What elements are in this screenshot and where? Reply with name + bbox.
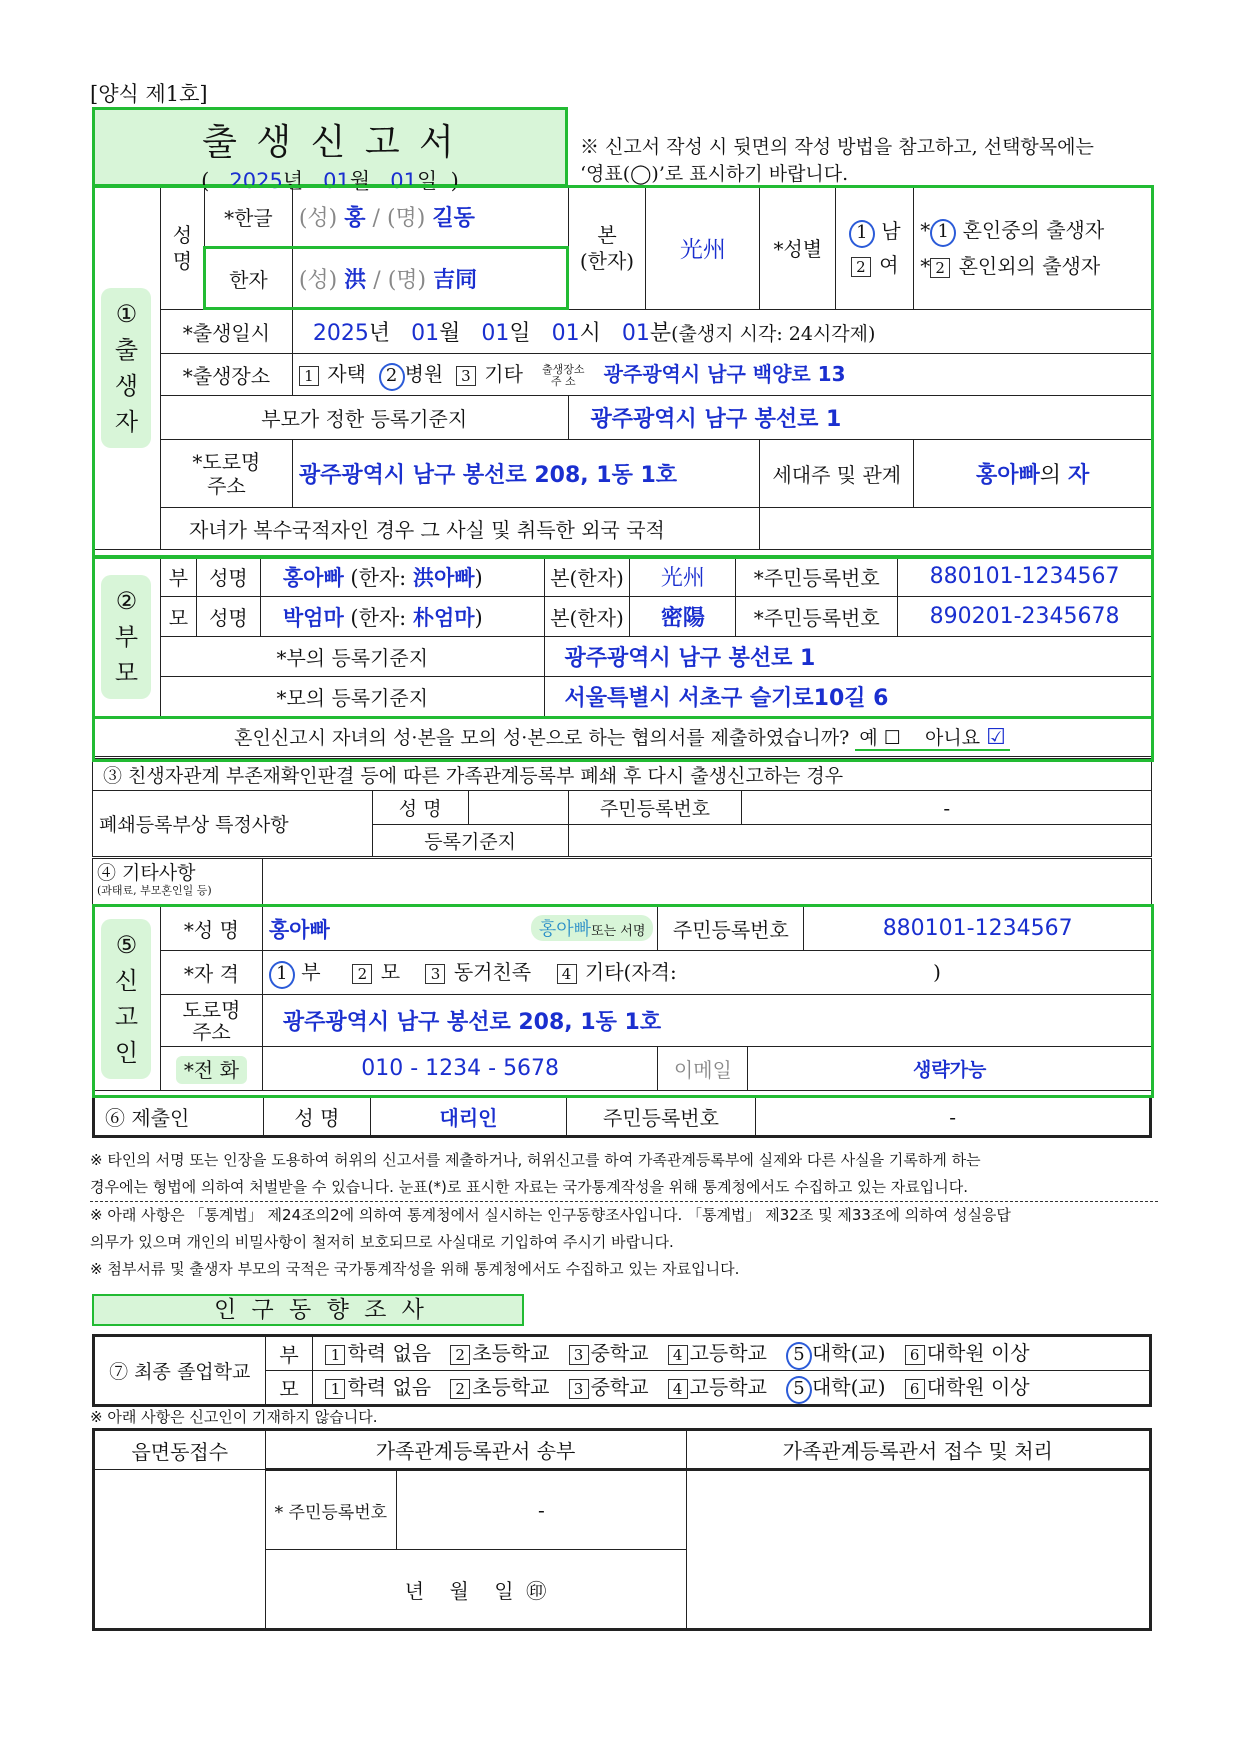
mother-edu-college-selected[interactable]: 5	[786, 1376, 812, 1404]
office-section	[92, 1428, 1152, 1631]
reporter-name-cell[interactable]	[262, 907, 658, 951]
reporter-name-label: *성 명	[160, 907, 262, 951]
qual-mother-option[interactable]: 2	[352, 964, 372, 984]
submitter-name[interactable]: 대리인	[371, 1097, 566, 1137]
father-reg-base[interactable]: 광주광역시 남구 봉선로 1	[544, 637, 1151, 677]
closed-name-label: 성 명	[372, 791, 468, 825]
agreement-no-checkbox[interactable]: ☑	[986, 725, 1006, 750]
out-marriage-option[interactable]: 2	[930, 258, 950, 278]
dual-nationality-label: 자녀가 복수국적자인 경우 그 사실 및 취득한 외국 국적	[160, 508, 759, 550]
reporter-section	[92, 906, 1152, 1091]
qual-other-option[interactable]: 4	[557, 964, 577, 984]
qual-relative-option[interactable]: 3	[425, 964, 445, 984]
father-rrn-label: *주민등록번호	[736, 557, 898, 597]
name-label: 성 명	[160, 186, 204, 310]
reporter-email-label: 이메일	[658, 1047, 748, 1091]
in-marriage-option[interactable]: 1	[930, 219, 956, 247]
reg-base-label: 부모가 정한 등록기준지	[160, 396, 568, 440]
parents-section	[92, 556, 1152, 757]
section-3-title: ③ 친생자관계 부존재확인판결 등에 따른 가족관계등록부 폐쇄 후 다시 출생신고하는 경우	[93, 759, 1152, 791]
closed-reg-label: 등록기준지	[372, 825, 568, 857]
note-2a: ※ 아래 사항은 「통계법」 제24조의2에 의하여 통계청에서 실시하는 인구동향조사입니다. 「통계법」 제32조 및 제33조에 의하여 성실응답	[90, 1206, 1011, 1224]
reporter-name[interactable]: 홍아빠	[268, 917, 330, 942]
office-processing[interactable]	[686, 1470, 1150, 1630]
closed-reg-value[interactable]	[568, 825, 1151, 857]
office-town-receipt[interactable]	[94, 1470, 266, 1630]
sex-female-option[interactable]: 2	[851, 257, 871, 277]
office-col-3: 가족관계등록관서 접수 및 처리	[686, 1430, 1150, 1470]
note-3: ※ 첨부서류 및 출생자 부모의 국적은 국가통계작성을 위해 통계청에서도 수집하고 있는 자료입니다.	[90, 1260, 740, 1278]
report-date: ( 2025년 01월 01일 )	[201, 169, 459, 193]
reporter-email[interactable]: 생략가능	[748, 1047, 1152, 1091]
mother-rrn-label: *주민등록번호	[736, 597, 898, 637]
agreement-row	[93, 717, 1152, 757]
agreement-no-label: 아니요	[925, 727, 981, 749]
mother-tag: 모	[160, 597, 196, 637]
reporter-phone-label-cell	[160, 1047, 262, 1091]
office-col-2: 가족관계등록관서 송부	[265, 1430, 686, 1470]
page-title: 출 생 신 고 서	[202, 122, 458, 163]
parents-section-label: ② 부 모	[93, 557, 161, 717]
reporter-rrn[interactable]: 880101-1234567	[804, 907, 1152, 951]
birth-place-addr-label: 출생장소 주 소	[542, 362, 585, 388]
reporter-qualification[interactable]: 1 부 2 모 3 동거친족 4 기타(자격: )	[262, 951, 1151, 995]
birth-datetime-label: *출생일시	[160, 310, 292, 354]
father-edu-tag: 부	[265, 1336, 313, 1371]
child-road-address[interactable]: 광주광역시 남구 봉선로 208, 1동 1호	[292, 440, 760, 508]
reporter-phone[interactable]: 010 - 1234 - 5678	[262, 1047, 658, 1091]
section-3	[92, 758, 1152, 857]
other-matters-value[interactable]	[262, 859, 1151, 905]
birth-place[interactable]: 1 자택 2 병원 3 기타 출생장소 주 소 광주광역시 남구 백양로 13	[292, 354, 1151, 396]
closed-register-label: 폐쇄등록부상 특정사항	[93, 791, 373, 857]
mother-reg-base[interactable]: 서울특별시 서초구 슬기로10길 6	[544, 677, 1151, 717]
agreement-yes-checkbox[interactable]: ☐	[883, 727, 901, 749]
survey-title: 인 구 동 향 조 사	[92, 1294, 524, 1326]
sex-label: *성별	[760, 186, 836, 310]
survey-section	[92, 1334, 1152, 1407]
reporter-road-address[interactable]: 광주광역시 남구 봉선로 208, 1동 1호	[262, 995, 1151, 1047]
instruction-note: ※ 신고서 작성 시 뒷면의 작성 방법을 참고하고, 선택항목에는 ‘영표(◯)’로 표시하기 바랍니다.	[580, 136, 1094, 185]
child-section	[92, 185, 1152, 550]
notes	[90, 1147, 1158, 1283]
other-matters-label: ④ 기타사항 (과태료, 부모혼인일 등)	[93, 859, 263, 905]
reporter-section-label: ⑤ 신 고 인	[93, 907, 161, 1091]
father-rrn[interactable]: 880101-1234567	[898, 557, 1152, 597]
mother-rrn[interactable]: 890201-2345678	[898, 597, 1152, 637]
bon-label: 본 (한자)	[568, 186, 646, 310]
submitter-rrn-label: 주민등록번호	[566, 1097, 755, 1137]
birth-place-address[interactable]: 광주광역시 남구 백양로 13	[603, 362, 846, 386]
closed-rrn-value[interactable]: -	[742, 791, 1152, 825]
head-relation-label: 세대주 및 관계	[760, 440, 914, 508]
office-rrn-value[interactable]: -	[397, 1470, 686, 1550]
note-1a: ※ 타인의 서명 또는 인장을 도용하여 허위의 신고서를 제출하거나, 허위신고를 하여 가족관계등록부에 실제와 다른 사실을 기록하게 하는	[90, 1151, 981, 1169]
birth-place-label: *출생장소	[160, 354, 292, 396]
place-hospital-option[interactable]: 2	[379, 363, 405, 391]
submitter-rrn[interactable]: -	[756, 1097, 1151, 1137]
father-name[interactable]: 홍아빠 (한자: 洪아빠)	[260, 557, 544, 597]
office-rrn-label: * 주민등록번호	[265, 1470, 397, 1550]
place-other-option[interactable]: 3	[456, 366, 476, 386]
child-reg-base[interactable]: 광주광역시 남구 봉선로 1	[568, 396, 1151, 440]
mother-name[interactable]: 박엄마 (한자: 朴엄마)	[260, 597, 544, 637]
father-reg-label: *부의 등록기준지	[160, 637, 544, 677]
education-label: ⑦ 최종 졸업학교	[94, 1336, 266, 1406]
head-relation[interactable]: 홍아빠의 자	[914, 440, 1152, 508]
mother-reg-label: *모의 등록기준지	[160, 677, 544, 717]
father-bon[interactable]: 光州	[630, 557, 736, 597]
father-bon-label: 본(한자)	[544, 557, 630, 597]
mother-bon[interactable]: 密陽	[630, 597, 736, 637]
mother-name-label: 성명	[196, 597, 260, 637]
mother-bon-label: 본(한자)	[544, 597, 630, 637]
child-name-hangul[interactable]: (성) 홍 / (명) 길동	[292, 186, 568, 248]
mother-education[interactable]: 1 학력 없음 2 초등학교 3 중학교 4 고등학교 5 대학(교) 6 대학원 이상	[313, 1371, 1151, 1406]
father-education[interactable]: 1 학력 없음 2 초등학교 3 중학교 4 고등학교 5 대학(교) 6 대학원 이상	[313, 1336, 1151, 1371]
form-number: [양식 제1호]	[90, 82, 208, 106]
child-section-label: ① 출 생 자	[93, 186, 161, 550]
title-box	[92, 107, 568, 193]
father-tag: 부	[160, 557, 196, 597]
sex-options[interactable]: 1 남 2 여	[836, 186, 914, 310]
submitter-section	[92, 1095, 1152, 1138]
child-bon[interactable]: 光州	[646, 186, 760, 310]
father-edu-college-selected[interactable]: 5	[786, 1342, 812, 1370]
reporter-rrn-label: 주민등록번호	[658, 907, 804, 951]
note-2b: 의무가 있으며 개인의 비밀사항이 철저히 보호되므로 사실대로 기입하여 주시기 바랍니다.	[90, 1233, 674, 1251]
reporter-signature[interactable]: 홍아빠또는 서명	[531, 915, 654, 941]
agreement-question: 혼인신고시 자녀의 성·본을 모의 성·본으로 하는 협의서를 제출하였습니까?	[234, 727, 850, 749]
road-addr-label: *도로명 주소	[160, 440, 292, 508]
submitter-name-label: 성 명	[263, 1097, 371, 1137]
reporter-phone-label: *전 화	[176, 1056, 247, 1084]
qual-father-option[interactable]: 1	[269, 961, 295, 989]
note-1b: 경우에는 형법에 의하여 처벌받을 수 있습니다. 눈표(*)로 표시한 자료는 국가통계작성을 위해 통계청에서도 수집하고 있는 자료입니다.	[90, 1174, 1158, 1202]
birth-datetime[interactable]: 2025년 01월 01일 01시 01분(출생지 시각: 24시각제)	[292, 310, 1151, 354]
birth-type-options[interactable]: * 1 혼인중의 출생자 * 2 혼인외의 출생자	[914, 186, 1152, 310]
reporter-qual-label: *자 격	[160, 951, 262, 995]
agreement-yes-label: 예	[859, 727, 878, 749]
section-4	[92, 858, 1152, 905]
father-name-label: 성명	[196, 557, 260, 597]
place-home-option[interactable]: 1	[299, 366, 319, 386]
closed-name-value[interactable]	[468, 791, 568, 825]
child-name-hanja[interactable]: (성) 洪 / (명) 吉同	[292, 248, 568, 310]
dual-nationality-value[interactable]	[760, 508, 1152, 550]
closed-rrn-label: 주민등록번호	[568, 791, 742, 825]
mother-edu-tag: 모	[265, 1371, 313, 1406]
hanja-label: 한자	[204, 248, 292, 310]
sex-male-option[interactable]: 1	[849, 220, 875, 248]
office-col-1: 읍면동접수	[94, 1430, 266, 1470]
reporter-road-label: 도로명 주소	[160, 995, 262, 1047]
submitter-label: ⑥ 제출인	[94, 1097, 264, 1137]
not-filled-note: ※ 아래 사항은 신고인이 기재하지 않습니다.	[90, 1408, 378, 1426]
office-date-seal[interactable]: 년 월 일 ㊞	[265, 1550, 686, 1630]
hangul-label: *한글	[204, 186, 292, 248]
